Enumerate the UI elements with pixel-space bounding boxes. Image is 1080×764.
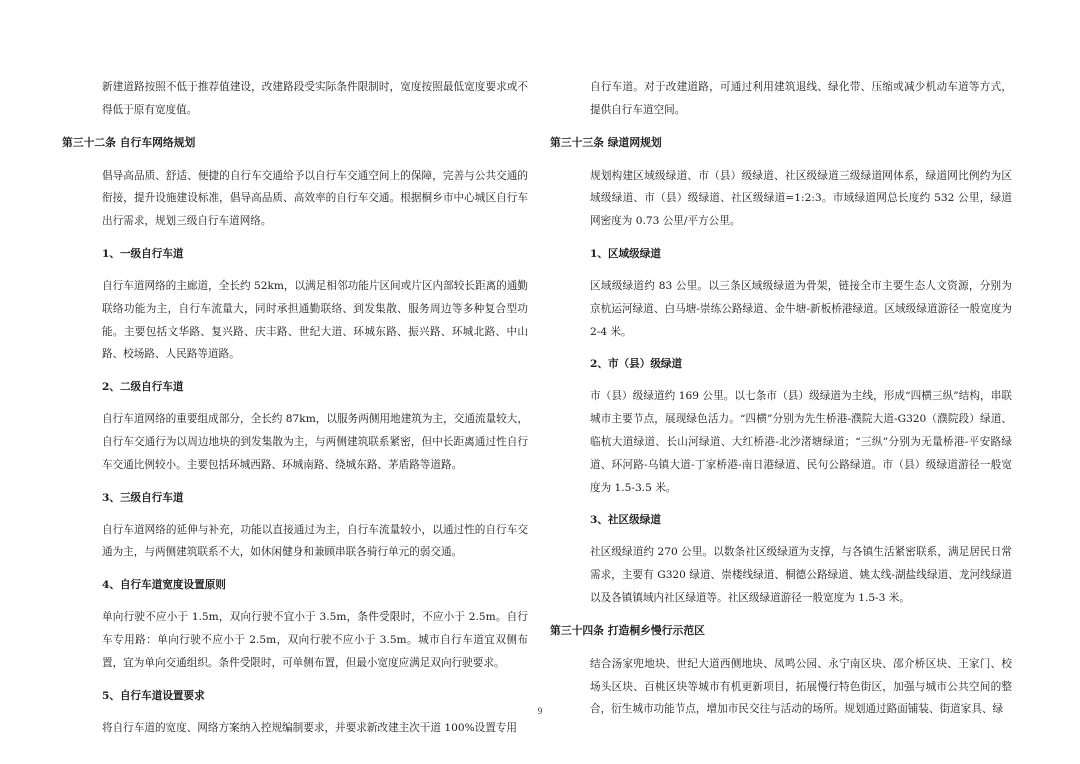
greenway-3-text: 社区级绿道约 270 公里。以数条社区级绿道为支撑，与各镇生活紧密联系，满足居民日常需求，主要有 G320 绿道、崇楼线绿道、桐德公路绿道、姚太线-湖盐线绿道、龙河线绿道以及各镇镇域内社区绿道等。社区级绿道游径一般宽度为 1.5-3 米。 [590, 546, 1012, 604]
left-column [62, 76, 528, 751]
article-32-title: 第三十二条 自行车网络规划 [62, 135, 196, 149]
subsection-2-title: 2、二级自行车道 [102, 381, 184, 394]
page-number: 9 [537, 706, 543, 716]
article-33-intro: 规划构建区域级绿道、市（县）级绿道、社区级绿道三级绿道网体系，绿道网比例约为区域级绿道、市（县）级绿道、社区级绿道=1:2:3。市域绿道网总长度约 532 公里，绿道网密度为 0.73 公里/平方公里。 [590, 169, 1012, 228]
greenway-1-title: 1、区域级绿道 [590, 247, 661, 260]
subsection-4-title: 4、自行车道宽度设置原则 [102, 579, 226, 592]
subsection-3-title: 3、三级自行车道 [102, 491, 184, 504]
subsection-3-text: 自行车道网络的延伸与补充，功能以直接通过为主，自行车流量较小，以通过性的自行车交通为主，与两侧建筑联系不大，如休闲健身和兼顾串联各骑行单元的弱交通。 [102, 523, 528, 559]
article-33-title: 第三十三条 绿道网规划 [550, 135, 662, 149]
subsection-4-text: 单向行驶不应小于 1.5m，双向行驶不宜小于 3.5m，条件受限时，不应小于 2.5m。自行车专用路：单向行驶不应小于 2.5m，双向行驶不应小于 3.5m。城市自行车道宜双侧布置，宜为单向交通组织。条件受限时，可单侧布置，但最小宽度应满足双向行驶要求。 [102, 611, 528, 669]
subsection-1-text: 自行车道网络的主廊道，全长约 52km，以满足相邻功能片区间或片区内部较长距离的通勤联络功能为主，自行车流量大，同时承担通勤联络、到发集散、服务周边等多种复合型功能。主要包括文华路、复兴路、庆丰路、世纪大道、环城东路、振兴路、环城北路、中山路、校场路、人民路等道路。 [102, 279, 528, 361]
subsection-1-title: 1、一级自行车道 [102, 247, 184, 260]
article-34-title: 第三十四条 打造桐乡慢行示范区 [550, 623, 705, 637]
right-column [550, 76, 1012, 733]
article-34-text: 结合汤家兜地块、世纪大道西侧地块、凤鸣公园、永宁南区块、邵介桥区块、王家门、校场头区块、百桃区块等城市有机更新项目，拓展慢行特色街区，加强与城市公共空间的整合，衍生城市功能节点，增加市民交往与活动的场所。规划通过路面铺装、街道家具、绿 [590, 657, 1012, 716]
greenway-3-title: 3、社区级绿道 [590, 514, 661, 527]
greenway-1-text: 区域级绿道约 83 公里。以三条区域级绿道为骨架，链接全市主要生态人文资源，分别为京杭运河绿道、白马塘-崇练公路绿道、金牛塘-新板桥港绿道。区域级绿道游径一般宽度为 2-4 米。 [590, 279, 1012, 338]
subsection-5-text: 将自行车道的宽度、网络方案纳入控规编制要求，并要求新改建主次干道 100%设置专用 [102, 721, 518, 734]
subsection-2-text: 自行车道网络的重要组成部分，全长约 87km，以服务两侧用地建筑为主，交通流量较大，自行车交通行为以周边地块的到发集散为主，与两侧建筑联系紧密，但中长距离通过性自行车交通比例较小。主要包括环城西路、环城南路、绕城东路、茅盾路等道路。 [102, 413, 528, 471]
continued-paragraph-right: 自行车道。对于改建道路，可通过利用建筑退线、绿化带、压缩或减少机动车道等方式，提供自行车道空间。 [590, 81, 1012, 116]
subsection-5-title: 5、自行车道设置要求 [102, 689, 205, 702]
greenway-2-title: 2、市（县）级绿道 [590, 358, 683, 371]
article-32-intro: 倡导高品质、舒适、便捷的自行车交通给予以自行车交通空间上的保障，完善与公共交通的衔接，提升设施建设标准，倡导高品质、高效率的自行车交通。根据桐乡市中心城区自行车出行需求，规划三级自行车道网络。 [102, 169, 528, 228]
continued-paragraph: 新建道路按照不低于推荐值建设，改建路段受实际条件限制时，宽度按照最低宽度要求或不得低于原有宽度值。 [102, 81, 528, 116]
greenway-2-text: 市（县）级绿道约 169 公里。以七条市（县）级绿道为主线，形成“四横三纵”结构，串联城市主要节点，展现绿色活力。“四横”分别为先生桥港-濮院大道-G320（濮院段）绿道、临杭大道绿道、长山河绿道、大红桥港-北沙渚塘绿道；“三纵”分别为无量桥港-平安路绿道、环河路-乌镇大道-丁家桥港-南日港绿道、民句公路绿道。市（县）级绿道游径一般宽度为 1.5-3.5 米。 [590, 390, 1012, 494]
